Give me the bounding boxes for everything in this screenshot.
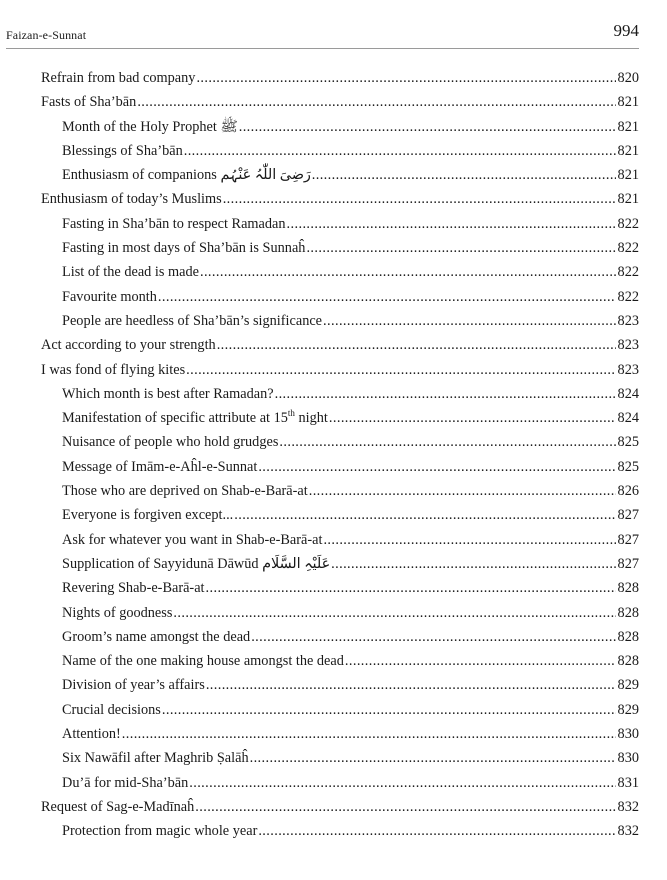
- dot-leader: [287, 212, 616, 236]
- toc-entry-title-text: Manifestation of specific attribute at 15: [62, 410, 288, 427]
- toc-entry: [41, 406, 639, 430]
- toc-entry: [41, 333, 639, 357]
- toc-entry-title: Nights of goodness: [62, 604, 173, 621]
- toc-entry-page: 821: [617, 167, 639, 184]
- toc-entry: [41, 163, 639, 187]
- toc-entry: [41, 90, 639, 114]
- toc-entry-title: People are heedless of Sha’bān’s significance: [62, 312, 323, 329]
- toc-entry-title: Revering Shab-e-Barā-at: [62, 580, 205, 597]
- toc-entry-title: Groom’s name amongst the dead: [62, 628, 251, 645]
- dot-leader: [200, 260, 616, 284]
- toc-entry-page: 821: [617, 191, 639, 208]
- dot-leader: [279, 430, 615, 454]
- toc-entry-title: Enthusiasm of companions رَضِیَ اللّٰہُ عَنْہُم: [62, 167, 311, 184]
- toc-entry-title: Name of the one making house amongst the dead: [62, 653, 344, 670]
- toc-entry-title: Month of the Holy Prophet ﷺ: [62, 118, 238, 135]
- toc-entry: [41, 382, 639, 406]
- toc-entry-page: 828: [617, 628, 639, 645]
- toc-entry-title: Du’ā for mid-Sha’bān: [62, 774, 189, 791]
- toc-entry-page: 832: [617, 798, 639, 815]
- toc-entry: [41, 115, 639, 139]
- toc-entry: [41, 212, 639, 236]
- toc-entry: [41, 430, 639, 454]
- dot-leader: [329, 406, 616, 430]
- toc-entry-title: Act according to your strength: [41, 337, 216, 354]
- ordinal-suffix: th: [287, 408, 295, 419]
- toc-entry-title: Crucial decisions: [62, 701, 161, 718]
- toc-entry-title: Refrain from bad company: [41, 70, 196, 86]
- toc-entry-page: 827: [617, 555, 639, 572]
- toc-entry-title: Which month is best after Ramadan?: [62, 385, 274, 402]
- toc-entry: [41, 66, 639, 90]
- toc-entry: [41, 309, 639, 333]
- toc-entry-title: Protection from magic whole year: [62, 823, 258, 840]
- table-of-contents: [41, 66, 639, 844]
- toc-entry-title: Those who are deprived on Shab-e-Barā-at: [62, 483, 308, 500]
- dot-leader: [258, 455, 615, 479]
- toc-entry-page: 831: [617, 774, 639, 791]
- toc-entry: [41, 601, 639, 625]
- toc-entry-page: 822: [617, 215, 639, 232]
- toc-entry-page: 824: [617, 385, 639, 402]
- toc-entry: [41, 455, 639, 479]
- dot-leader: [122, 722, 616, 746]
- toc-entry-title: Division of year’s affairs: [62, 677, 205, 694]
- toc-entry-title: Everyone is forgiven except...: [62, 507, 234, 524]
- toc-entry-page: 827: [617, 507, 639, 524]
- dot-leader: [306, 236, 615, 260]
- dot-leader: [206, 576, 616, 600]
- toc-entry-page: 822: [617, 288, 639, 305]
- toc-entry: [41, 479, 639, 503]
- dot-leader: [239, 115, 616, 139]
- dot-leader: [223, 187, 616, 211]
- dot-leader: [275, 382, 616, 406]
- toc-entry-page: 824: [617, 410, 639, 427]
- page-number: 994: [613, 21, 639, 40]
- toc-entry: [41, 649, 639, 673]
- toc-entry-title: Favourite month: [62, 288, 157, 305]
- toc-entry-page: 828: [617, 653, 639, 670]
- toc-entry-page: 823: [617, 337, 639, 354]
- toc-entry-page: 829: [617, 677, 639, 694]
- dot-leader: [196, 66, 615, 90]
- dot-leader: [162, 698, 616, 722]
- toc-entry: [41, 139, 639, 163]
- toc-entry-page: 827: [617, 531, 639, 548]
- toc-entry-page: 821: [617, 94, 639, 111]
- toc-entry-page: 821: [617, 118, 639, 135]
- dot-leader: [195, 795, 615, 819]
- dot-leader: [206, 673, 616, 697]
- toc-entry-title: Ask for whatever you want in Shab-e-Barā-at: [62, 531, 323, 548]
- dot-leader: [189, 771, 615, 795]
- toc-entry: [41, 358, 639, 382]
- toc-entry-title: Attention!: [62, 726, 121, 743]
- toc-entry-page: 828: [617, 580, 639, 597]
- toc-entry-title: [62, 406, 328, 430]
- toc-entry: [41, 576, 639, 600]
- toc-entry: [41, 236, 639, 260]
- toc-entry-page: 823: [617, 361, 639, 378]
- toc-entry-page: 822: [617, 240, 639, 257]
- dot-leader: [309, 479, 616, 503]
- toc-entry-title: I was fond of flying kites: [41, 361, 186, 378]
- toc-entry: [41, 722, 639, 746]
- dot-leader: [173, 601, 615, 625]
- toc-entry-page: 829: [617, 701, 639, 718]
- toc-entry: [41, 503, 639, 527]
- toc-entry-page: 828: [617, 604, 639, 621]
- toc-entry: [41, 795, 639, 819]
- toc-entry-title: Blessings of Sha’bān: [62, 142, 183, 159]
- dot-leader: [184, 139, 616, 163]
- toc-entry-page: 821: [617, 142, 639, 159]
- toc-entry-title: List of the dead is made: [62, 264, 199, 281]
- toc-entry-page: 820: [617, 70, 639, 86]
- dot-leader: [250, 746, 616, 770]
- dot-leader: [158, 285, 616, 309]
- toc-entry: [41, 819, 639, 843]
- toc-entry-title: Request of Sag-e-Madīnaĥ: [41, 798, 195, 815]
- toc-entry-page: 832: [617, 823, 639, 840]
- toc-entry-title-text: night: [294, 410, 328, 427]
- dot-leader: [217, 333, 616, 357]
- dot-leader: [258, 819, 615, 843]
- dot-leader: [323, 309, 616, 333]
- toc-entry-page: 823: [617, 312, 639, 329]
- page-header: [6, 18, 639, 49]
- dot-leader: [251, 625, 615, 649]
- toc-entry-page: 825: [617, 434, 639, 451]
- running-title: Faizan-e-Sunnat: [6, 28, 87, 42]
- dot-leader: [234, 503, 615, 527]
- toc-entry-title: Supplication of Sayyidunā Dāwūd عَلَیْہِ السَّلَام: [62, 555, 331, 572]
- toc-entry-title: Six Nawāfil after Maghrib Ṣalāĥ: [62, 750, 249, 767]
- toc-entry-page: 822: [617, 264, 639, 281]
- toc-entry-title: Enthusiasm of today’s Muslims: [41, 191, 222, 208]
- toc-entry-page: 826: [617, 483, 639, 500]
- dot-leader: [345, 649, 616, 673]
- toc-entry: [41, 260, 639, 284]
- dot-leader: [331, 552, 615, 576]
- dot-leader: [186, 358, 615, 382]
- toc-entry: [41, 187, 639, 211]
- toc-entry: [41, 625, 639, 649]
- toc-entry: [41, 552, 639, 576]
- dot-leader: [137, 90, 615, 114]
- toc-entry-title: Fasts of Sha’bān: [41, 94, 137, 111]
- toc-entry-page: 825: [617, 458, 639, 475]
- toc-entry-title: Nuisance of people who hold grudges: [62, 434, 279, 451]
- toc-entry: [41, 698, 639, 722]
- toc-entry: [41, 528, 639, 552]
- toc-entry-page: 830: [617, 726, 639, 743]
- dot-leader: [323, 528, 615, 552]
- toc-entry: [41, 285, 639, 309]
- toc-entry-title: Fasting in most days of Sha’bān is Sunnaĥ: [62, 240, 306, 257]
- toc-entry-title: Message of Imām-e-Aĥl-e-Sunnat: [62, 458, 258, 475]
- toc-entry: [41, 746, 639, 770]
- toc-entry-title: Fasting in Sha’bān to respect Ramadan: [62, 215, 286, 232]
- toc-entry: [41, 771, 639, 795]
- dot-leader: [312, 163, 616, 187]
- toc-entry: [41, 673, 639, 697]
- toc-entry-page: 830: [617, 750, 639, 767]
